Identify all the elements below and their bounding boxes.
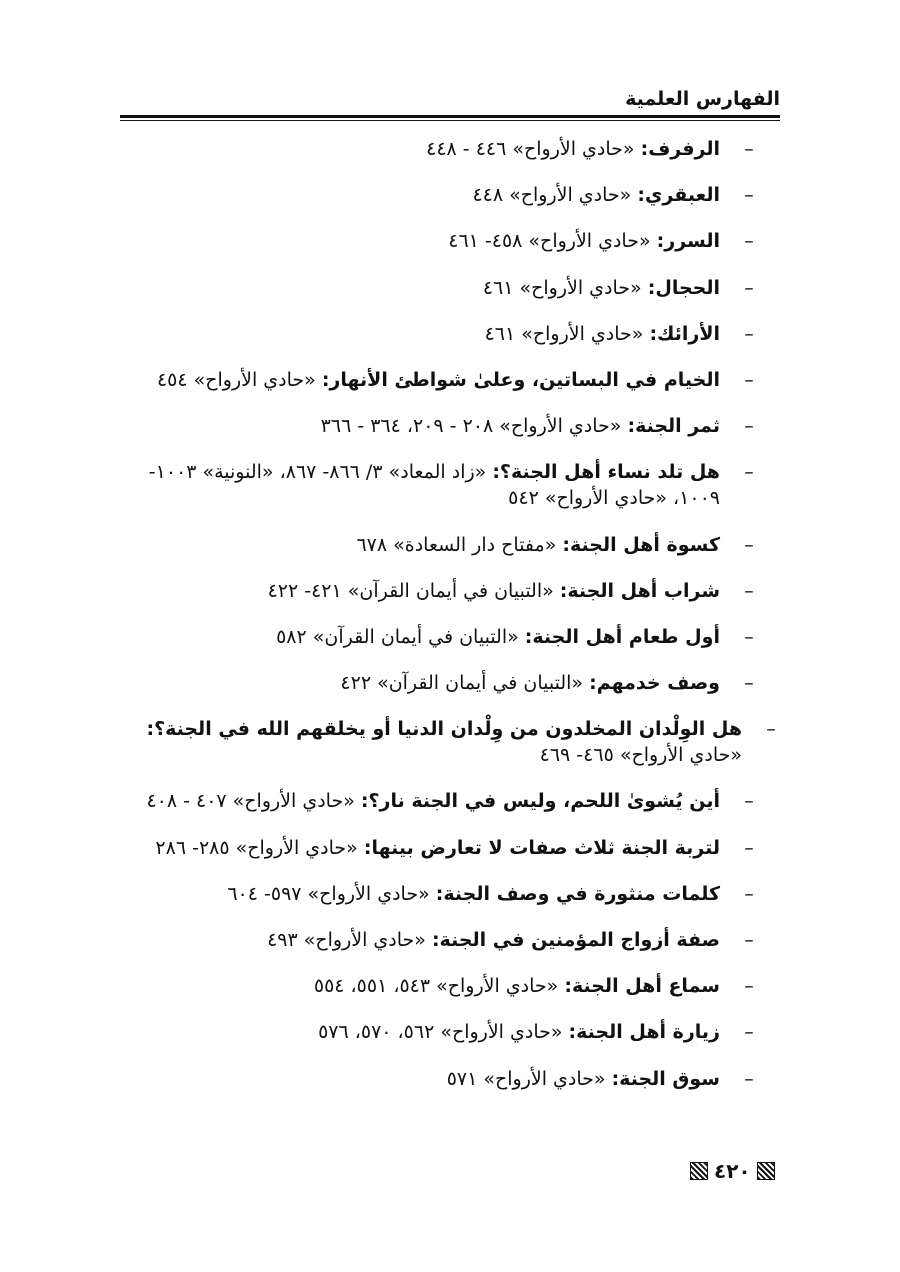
index-entry <box>117 182 782 208</box>
entry-topic: السرر: <box>656 230 720 253</box>
entry-dash: – <box>744 322 754 345</box>
entry-topic: ثمر الجنة: <box>627 415 720 438</box>
entry-dash: – <box>744 1067 754 1090</box>
index-entry <box>117 881 782 907</box>
entry-topic: كسوة أهل الجنة: <box>562 533 720 556</box>
entry-topic: كلمات منثورة في وصف الجنة: <box>435 882 720 905</box>
entry-reference: «التبيان في أيمان القرآن» ٤٢٢ <box>340 672 584 695</box>
entry-dash: – <box>744 579 754 602</box>
entry-dash: – <box>744 836 754 859</box>
index-entry <box>117 1019 782 1045</box>
entry-dash: – <box>744 461 754 484</box>
entry-dash: – <box>744 929 754 951</box>
entry-topic: وصف خدمهم: <box>589 672 720 695</box>
entry-topic: أول طعام أهل الجنة: <box>524 625 720 648</box>
entry-topic: شراب أهل الجنة: <box>559 579 720 602</box>
entry-reference: «حادي الأرواح» ٤٦٥- ٤٦٩ <box>539 744 742 767</box>
entry-reference: «حادي الأرواح» ٤٦١ <box>482 276 642 299</box>
index-entry <box>117 670 782 696</box>
entry-dash: – <box>744 138 754 160</box>
entry-topic: زيارة أهل الجنة: <box>568 1021 720 1044</box>
entry-reference: «حادي الأرواح» ٤٠٧ - ٤٠٨ <box>146 790 355 813</box>
entry-reference: «حادي الأرواح» ٥٤٣، ٥٥١، ٥٥٤ <box>313 975 559 998</box>
index-entry <box>117 459 782 511</box>
entry-reference: «حادي الأرواح» ٤٦١ <box>484 322 644 345</box>
entry-topic: هل الوِلْدان المخلدون من وِلْدان الدنيا أو يخلقهم الله في الجنة؟: <box>146 718 742 741</box>
entry-topic: صفة أزواج المؤمنين في الجنة: <box>431 929 720 951</box>
entry-dash: – <box>766 718 776 741</box>
running-header <box>120 88 780 118</box>
header-rule <box>120 115 780 121</box>
entry-reference: «مفتاح دار السعادة» ٦٧٨ <box>356 533 557 556</box>
entry-reference: «التبيان في أيمان القرآن» ٥٨٢ <box>276 625 519 648</box>
entry-topic: الرفرف: <box>640 138 720 160</box>
entry-dash: – <box>744 230 754 253</box>
entry-dash: – <box>744 672 754 695</box>
entry-reference: «التبيان في أيمان القرآن» ٤٢١- ٤٢٢ <box>267 579 554 602</box>
entry-reference: «حادي الأرواح» ٥٧١ <box>446 1067 606 1090</box>
index-entry <box>117 321 782 347</box>
entry-topic: الخيام في البساتين، وعلىٰ شواطئ الأنهار: <box>321 368 720 391</box>
entry-reference: «حادي الأرواح» ٤٤٨ <box>472 184 632 207</box>
index-entry <box>117 136 782 162</box>
index-entry <box>117 367 782 393</box>
entry-reference: «حادي الأرواح» ٤٥٨- ٤٦١ <box>448 230 651 253</box>
index-entry <box>117 1066 782 1092</box>
entry-reference: «حادي الأرواح» ٥٦٢، ٥٧٠، ٥٧٦ <box>318 1021 563 1044</box>
index-entry <box>117 835 782 861</box>
entry-reference: «حادي الأرواح» ٥٩٧- ٦٠٤ <box>227 882 430 905</box>
entry-dash: – <box>744 368 754 391</box>
index-entry <box>117 532 782 558</box>
header-title: الفهارس العلمية <box>625 88 780 110</box>
page-number: ٤٢٠ <box>714 1159 751 1183</box>
entry-dash: – <box>744 975 754 998</box>
entry-topic: الأرائك: <box>649 322 720 345</box>
index-entry <box>117 927 782 953</box>
entry-reference: «زاد المعاد» ٣/ ٨٦٦- ٨٦٧، «النونية» ١٠٠٣- ١٠٠٩، «حادي الأرواح» ٥٤٢ <box>148 461 720 510</box>
entry-dash: – <box>744 790 754 813</box>
entry-reference: «حادي الأرواح» ٤٩٣ <box>267 929 426 951</box>
entry-dash: – <box>744 625 754 648</box>
index-entry <box>117 578 782 604</box>
ornament-icon <box>757 1162 775 1180</box>
index-entry <box>117 624 782 650</box>
index-entry <box>117 716 782 768</box>
entry-reference: «حادي الأرواح» ٤٥٤ <box>156 368 316 391</box>
index-entry <box>117 973 782 999</box>
index-entry <box>117 228 782 254</box>
entry-topic: سوق الجنة: <box>611 1067 720 1090</box>
index-entries <box>117 136 782 1112</box>
index-entry <box>117 413 782 439</box>
entry-dash: – <box>744 415 754 438</box>
index-entry <box>117 275 782 301</box>
entry-topic: أين يُشوىٰ اللحم، وليس في الجنة نار؟: <box>360 790 720 813</box>
entry-topic: الحجال: <box>647 276 720 299</box>
index-entry <box>117 788 782 814</box>
entry-reference: «حادي الأرواح» ٢٠٨ - ٢٠٩، ٣٦٤ - ٣٦٦ <box>320 415 622 438</box>
entry-dash: – <box>744 882 754 905</box>
entry-topic: العبقري: <box>637 184 720 207</box>
ornament-icon <box>690 1162 708 1180</box>
entry-dash: – <box>744 184 754 207</box>
entry-reference: «حادي الأرواح» ٤٤٦ - ٤٤٨ <box>426 138 635 160</box>
entry-topic: سماع أهل الجنة: <box>564 975 720 998</box>
entry-topic: هل تلد نساء أهل الجنة؟: <box>492 461 720 484</box>
entry-dash: – <box>744 533 754 556</box>
entry-reference: «حادي الأرواح» ٢٨٥- ٢٨٦ <box>155 836 358 859</box>
entry-dash: – <box>744 276 754 299</box>
entry-topic: لتربة الجنة ثلاث صفات لا تعارض بينها: <box>363 836 720 859</box>
entry-dash: – <box>744 1021 754 1044</box>
page-footer <box>690 1158 780 1184</box>
